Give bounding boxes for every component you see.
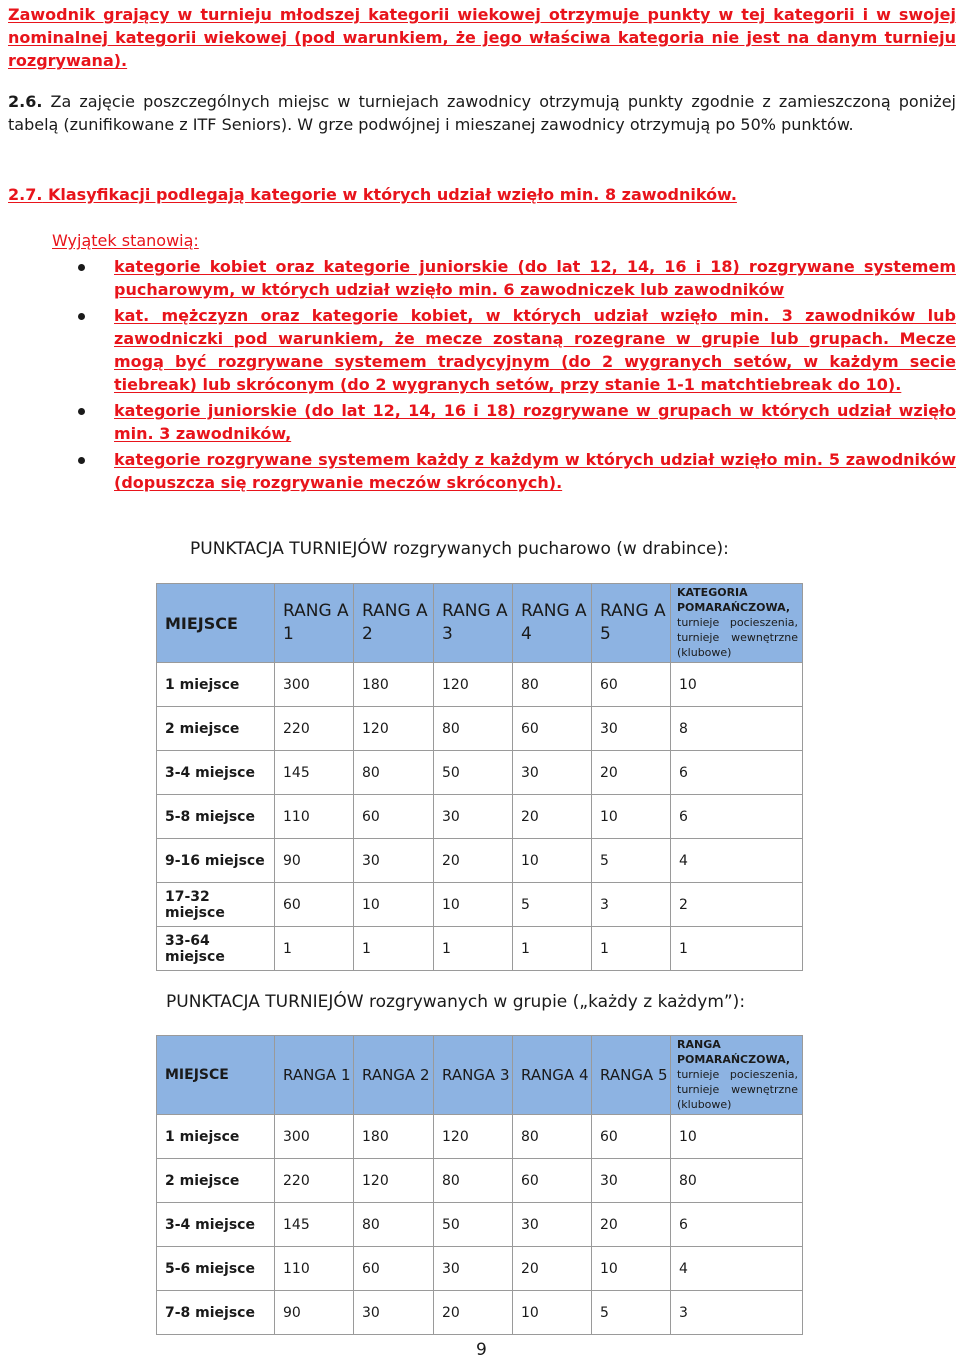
points-cell: 2 bbox=[671, 883, 803, 927]
table-row bbox=[157, 1159, 803, 1203]
points-cell: 8 bbox=[671, 707, 803, 751]
points-cell: 110 bbox=[275, 1247, 354, 1291]
points-cell: 50 bbox=[434, 1203, 513, 1247]
row-place: 3-4 miejsce bbox=[157, 751, 275, 795]
points-cell: 120 bbox=[434, 1115, 513, 1159]
points-cell: 10 bbox=[513, 1291, 592, 1335]
exceptions-title: Wyjątek stanowią: bbox=[52, 231, 199, 250]
list-item: kategorie rozgrywane systemem każdy z każdym w których udział wzięło min. 5 zawodników (dopuszcza się rozgrywanie meczów skróconych). bbox=[114, 448, 956, 494]
points-cell: 20 bbox=[592, 1203, 671, 1247]
list-item: kat. mężczyzn oraz kategorie kobiet, w których udział wzięło min. 3 zawodników lub zawodniczki pod warunkiem, że mecze zostaną rozegrane w grupie lub grupach. Mecze mogą być rozgrywane systemem tradycyjnym (do 2 wygranych setów, w każdym secie tiebreak) lub skróconym (do 2 wygranych setów, przy stanie 1-1 matchtiebreak do 10). bbox=[114, 304, 956, 396]
points-cell: 80 bbox=[513, 663, 592, 707]
points-cell: 60 bbox=[513, 1159, 592, 1203]
bullet-icon bbox=[78, 457, 85, 464]
header-orange-category: RANGA POMARAŃCZOWA, turnieje pocieszenia, turnieje wewnętrzne (klubowe) bbox=[671, 1036, 803, 1115]
points-cell: 10 bbox=[434, 883, 513, 927]
points-cell: 20 bbox=[513, 795, 592, 839]
header-orange-category: KATEGORIA POMARAŃCZOWA, turnieje pocieszenia, turnieje wewnętrzne (klubowe) bbox=[671, 584, 803, 663]
table-row bbox=[157, 707, 803, 751]
table-header-row bbox=[157, 1036, 803, 1115]
points-cell: 10 bbox=[592, 795, 671, 839]
header-rank-2: RANG A 2 bbox=[354, 584, 434, 663]
points-cell: 180 bbox=[354, 1115, 434, 1159]
points-cell: 80 bbox=[354, 1203, 434, 1247]
header-rank-2: RANGA 2 bbox=[354, 1036, 434, 1115]
row-place: 7-8 miejsce bbox=[157, 1291, 275, 1335]
points-cell: 120 bbox=[434, 663, 513, 707]
points-cell: 30 bbox=[354, 839, 434, 883]
points-cell: 5 bbox=[513, 883, 592, 927]
points-cell: 220 bbox=[275, 1159, 354, 1203]
row-place: 5-8 miejsce bbox=[157, 795, 275, 839]
points-cell: 20 bbox=[513, 1247, 592, 1291]
table-header-row bbox=[157, 584, 803, 663]
table-row bbox=[157, 1291, 803, 1335]
bullet-icon bbox=[78, 264, 85, 271]
header-place: MIEJSCE bbox=[157, 584, 275, 663]
table-row bbox=[157, 1247, 803, 1291]
points-cell: 1 bbox=[671, 927, 803, 971]
section-2-6-text: Za zajęcie poszczególnych miejsc w turniejach zawodnicy otrzymują punkty zgodnie z zamieszczoną poniżej tabelą (zunifikowane z ITF Seniors). W grze podwójnej i mieszanej zawodnicy otrzymują po 50% punktów. bbox=[8, 92, 956, 134]
points-cell: 10 bbox=[513, 839, 592, 883]
points-cell: 5 bbox=[592, 1291, 671, 1335]
intro-paragraph: Zawodnik grający w turnieju młodszej kategorii wiekowej otrzymuje punkty w tej kategorii i w swojej nominalnej kategorii wiekowej (pod warunkiem, że jego właściwa kategoria nie jest na danym turnieju rozgrywana). bbox=[8, 5, 956, 70]
header-rank-1: RANG A 1 bbox=[275, 584, 354, 663]
points-cell: 80 bbox=[434, 707, 513, 751]
points-cell: 3 bbox=[592, 883, 671, 927]
header-rank-4: RANG A 4 bbox=[513, 584, 592, 663]
header-rank-3: RANGA 3 bbox=[434, 1036, 513, 1115]
section-2-7 bbox=[8, 183, 956, 206]
table-row bbox=[157, 795, 803, 839]
points-cell: 80 bbox=[354, 751, 434, 795]
row-place: 5-6 miejsce bbox=[157, 1247, 275, 1291]
points-cell: 80 bbox=[671, 1159, 803, 1203]
row-place: 1 miejsce bbox=[157, 663, 275, 707]
header-rank-5: RANGA 5 bbox=[592, 1036, 671, 1115]
points-cell: 80 bbox=[513, 1115, 592, 1159]
points-cell: 30 bbox=[592, 707, 671, 751]
points-cell: 60 bbox=[354, 1247, 434, 1291]
points-cell: 4 bbox=[671, 1247, 803, 1291]
points-cell: 6 bbox=[671, 751, 803, 795]
table2-title: PUNKTACJA TURNIEJÓW rozgrywanych w grupie („każdy z każdym”): bbox=[166, 992, 746, 1012]
points-cell: 3 bbox=[671, 1291, 803, 1335]
row-place: 33-64 miejsce bbox=[157, 927, 275, 971]
points-cell: 120 bbox=[354, 707, 434, 751]
row-place: 9-16 miejsce bbox=[157, 839, 275, 883]
points-cell: 145 bbox=[275, 1203, 354, 1247]
bullet-icon bbox=[78, 408, 85, 415]
header-rank-3: RANG A 3 bbox=[434, 584, 513, 663]
page-number: 9 bbox=[476, 1340, 487, 1360]
header-place: MIEJSCE bbox=[157, 1036, 275, 1115]
points-cell: 110 bbox=[275, 795, 354, 839]
points-cell: 1 bbox=[434, 927, 513, 971]
table-row bbox=[157, 1115, 803, 1159]
row-place: 17-32 miejsce bbox=[157, 883, 275, 927]
points-cell: 80 bbox=[434, 1159, 513, 1203]
points-cell: 6 bbox=[671, 795, 803, 839]
points-cell: 60 bbox=[592, 1115, 671, 1159]
points-cell: 220 bbox=[275, 707, 354, 751]
table-row bbox=[157, 839, 803, 883]
points-cell: 30 bbox=[434, 1247, 513, 1291]
list-item: kategorie juniorskie (do lat 12, 14, 16 i 18) rozgrywane w grupach w których udział wzięło min. 3 zawodników, bbox=[114, 399, 956, 445]
table-row bbox=[157, 751, 803, 795]
points-cell: 180 bbox=[354, 663, 434, 707]
points-cell: 60 bbox=[275, 883, 354, 927]
points-cell: 1 bbox=[354, 927, 434, 971]
points-cell: 4 bbox=[671, 839, 803, 883]
points-cell: 1 bbox=[592, 927, 671, 971]
section-2-7-number: 2.7. bbox=[8, 185, 43, 204]
points-cell: 10 bbox=[354, 883, 434, 927]
points-cell: 1 bbox=[275, 927, 354, 971]
table-row bbox=[157, 927, 803, 971]
row-place: 1 miejsce bbox=[157, 1115, 275, 1159]
table-row bbox=[157, 663, 803, 707]
points-cell: 30 bbox=[592, 1159, 671, 1203]
points-cell: 20 bbox=[434, 1291, 513, 1335]
row-place: 2 miejsce bbox=[157, 1159, 275, 1203]
header-rank-4: RANGA 4 bbox=[513, 1036, 592, 1115]
table-row bbox=[157, 883, 803, 927]
points-cell: 60 bbox=[592, 663, 671, 707]
points-cell: 20 bbox=[592, 751, 671, 795]
section-2-7-text: Klasyfikacji podlegają kategorie w których udział wzięło min. 8 zawodników. bbox=[48, 185, 737, 204]
points-cell: 30 bbox=[354, 1291, 434, 1335]
table-row bbox=[157, 1203, 803, 1247]
points-cell: 300 bbox=[275, 663, 354, 707]
points-cell: 30 bbox=[513, 1203, 592, 1247]
points-cell: 10 bbox=[592, 1247, 671, 1291]
points-cell: 50 bbox=[434, 751, 513, 795]
points-cell: 90 bbox=[275, 839, 354, 883]
points-cell: 120 bbox=[354, 1159, 434, 1203]
exceptions-list bbox=[0, 255, 960, 497]
points-cell: 30 bbox=[434, 795, 513, 839]
points-cell: 145 bbox=[275, 751, 354, 795]
points-cell: 90 bbox=[275, 1291, 354, 1335]
points-cell: 1 bbox=[513, 927, 592, 971]
header-rank-1: RANGA 1 bbox=[275, 1036, 354, 1115]
points-cell: 60 bbox=[513, 707, 592, 751]
points-cell: 6 bbox=[671, 1203, 803, 1247]
bullet-icon bbox=[78, 313, 85, 320]
section-2-6-number: 2.6. bbox=[8, 92, 43, 111]
group-points-table bbox=[156, 1035, 803, 1335]
points-cell: 30 bbox=[513, 751, 592, 795]
row-place: 3-4 miejsce bbox=[157, 1203, 275, 1247]
section-2-6 bbox=[8, 90, 956, 136]
table1-title: PUNKTACJA TURNIEJÓW rozgrywanych pucharowo (w drabince): bbox=[190, 539, 729, 559]
points-cell: 5 bbox=[592, 839, 671, 883]
points-cell: 60 bbox=[354, 795, 434, 839]
points-cell: 300 bbox=[275, 1115, 354, 1159]
points-cell: 20 bbox=[434, 839, 513, 883]
points-cell: 10 bbox=[671, 663, 803, 707]
knockout-points-table bbox=[156, 583, 803, 971]
row-place: 2 miejsce bbox=[157, 707, 275, 751]
list-item: kategorie kobiet oraz kategorie juniorskie (do lat 12, 14, 16 i 18) rozgrywane systemem pucharowym, w których udział wzięło min. 6 zawodniczek lub zawodników bbox=[114, 255, 956, 301]
points-cell: 10 bbox=[671, 1115, 803, 1159]
header-rank-5: RANG A 5 bbox=[592, 584, 671, 663]
